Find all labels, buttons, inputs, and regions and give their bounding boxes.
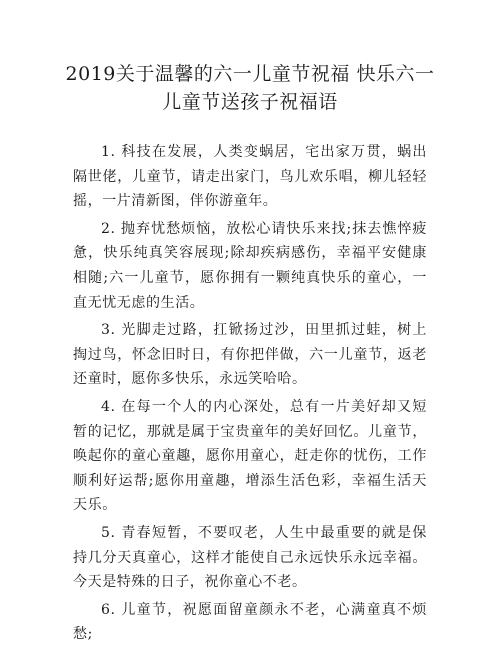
paragraph-5: 5. 青春短暂，不要叹老，人生中最重要的就是保持几分天真童心，这样才能使自己永远快乐永远幸福。今天是特殊的日子，祝你童心不老。 [73, 524, 427, 591]
document-title: 2019关于温馨的六一儿童节祝福 快乐六一儿童节送孩子祝福语 [65, 63, 435, 113]
paragraph-4: 4. 在每一个人的内心深处，总有一片美好却又短暂的记忆，那就是属于宝贵童年的美好回忆。儿童节，唤起你的童心童趣，愿你用童心，赶走你的忧伤，工作顺利好运帮;愿你用童趣，增添生活色彩，幸福生活天天乐。 [73, 398, 427, 514]
paragraph-3: 3. 光脚走过路，扛锨扬过沙，田里抓过蛙，树上掏过鸟，怀念旧时日，有你把伴做，六一儿童节，返老还童时，愿你多快乐，永远笑哈哈。 [73, 322, 427, 388]
document-body [73, 140, 427, 650]
paragraph-2: 2. 抛弃忧愁烦恼，放松心请快乐来找;抹去憔悴疲惫，快乐纯真笑容展现;除却疾病感伤，幸福平安健康相随;六一儿童节，愿你拥有一颗纯真快乐的童心，一直无忧无虑的生活。 [73, 220, 427, 311]
paragraph-6: 6. 儿童节，祝愿面留童颜永不老，心满童真不烦愁; [73, 601, 427, 643]
paragraph-1: 1. 科技在发展，人类变蜗居，宅出家万贯，蜗出隔世佬，儿童节，请走出家门，鸟儿欢乐唱，柳儿轻轻摇，一片清新图，伴你游童年。 [73, 144, 427, 210]
